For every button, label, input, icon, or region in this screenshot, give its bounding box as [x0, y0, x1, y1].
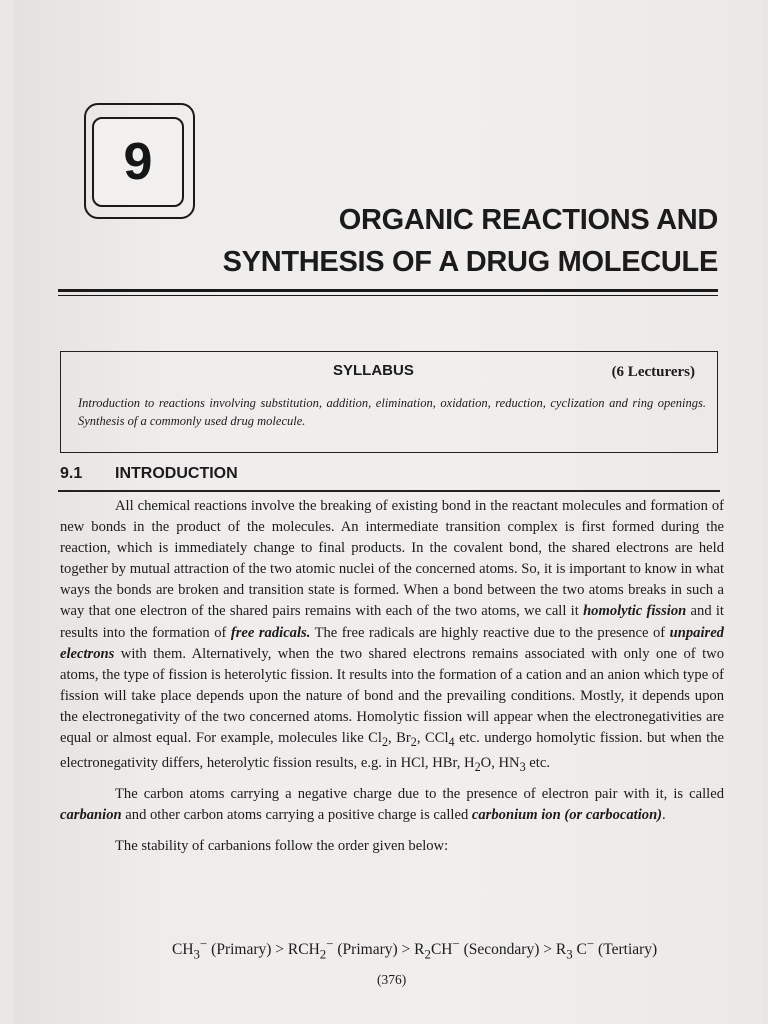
- p1-text-7: etc. undergo homolytic fission. but when the electronegativity differs, heterolytic fission results, e.g. in HCl, HBr, H: [60, 730, 725, 772]
- superscript: −: [586, 936, 595, 951]
- chapter-title-line2: SYNTHESIS OF A DRUG MOLECULE: [222, 246, 718, 278]
- p1-text-3: The free radicals are highly reactive due to the presence of: [310, 624, 670, 641]
- syllabus-box: [60, 351, 718, 453]
- order-text: C: [572, 941, 587, 959]
- subscript: 4: [448, 734, 455, 749]
- p1-text-6: , CCl: [416, 730, 449, 747]
- p2-text-2: and other carbon atoms carrying a positive charge is called: [121, 807, 472, 824]
- subscript: 3: [566, 946, 573, 962]
- order-text: (Primary) > R: [333, 941, 425, 959]
- title-rule-thick: [58, 289, 718, 292]
- subscript: 3: [519, 759, 526, 774]
- p1-text-8: O, HN: [480, 755, 520, 772]
- paragraph-carbanion: [60, 784, 724, 826]
- paragraph-stability: The stability of carbanions follow the order given below:: [115, 838, 449, 855]
- body-text: [60, 496, 724, 857]
- order-text: (Tertiary): [594, 941, 658, 959]
- chapter-title-line1: ORGANIC REACTIONS AND: [338, 204, 718, 236]
- subscript: 2: [424, 946, 431, 962]
- syllabus-text: Introduction to reactions involving substitution, addition, elimination, oxidation, reduction, cyclization and ring openings. Synthesis of a commonly used drug molecule.: [78, 396, 706, 428]
- subscript: 2: [319, 946, 327, 962]
- superscript: −: [452, 936, 460, 951]
- term-unpaired-electrons: unpaired electrons: [60, 624, 724, 662]
- superscript: −: [200, 936, 208, 951]
- subscript: 3: [193, 946, 200, 962]
- p2-text-3: .: [662, 807, 666, 824]
- syllabus-heading: SYLLABUS: [333, 362, 414, 379]
- p1-text-5: , Br: [388, 730, 411, 747]
- term-free-radicals: free radicals.: [230, 624, 311, 641]
- p1-text-9: etc.: [525, 755, 550, 772]
- p1-text-1: All chemical reactions involve the breaking of existing bond in the reactant molecules and formation of new bonds in the product of the molecules. An intermediate transition complex is first formed during the reaction, which is immediately change to final products. In the covalent bond, the shared electrons are held together by mutual attraction of the two atomic nuclei of the concerned atoms. So, it is important to know in what ways the bonds are broken and transition state is formed. When a bond between the two atoms breaks in such a way that one electron of the shared pairs remains with each of the two atoms, we call it: [60, 498, 724, 620]
- paragraph-fission: [60, 496, 724, 778]
- term-carbanion: carbanion: [60, 807, 122, 824]
- section-number: 9.1: [60, 465, 83, 482]
- subscript: 2: [410, 734, 417, 749]
- p1-text-4: with them. Alternatively, when the two shared electrons remains associated with only one of two atoms, the type of fission is heterolytic fission. It results into the formation of a cation and an anion which type of fission will take place depends upon the nature of bond and the prevailing conditions. Mostly, it depends upon the electronegativity of the two concerned atoms. Homolytic fission will appear when the electronegativities are equal or almost equal. For example, molecules like Cl: [60, 645, 724, 747]
- order-text: CH: [172, 941, 194, 959]
- p1-text-2: and it results into the formation of: [60, 603, 724, 641]
- order-text: (Primary) > RCH: [207, 941, 320, 959]
- chapter-number: 9: [92, 117, 184, 207]
- superscript: −: [326, 936, 334, 951]
- syllabus-lectures: (6 Lecturers): [611, 364, 695, 380]
- subscript: 2: [474, 759, 481, 774]
- section-title: INTRODUCTION: [115, 465, 238, 482]
- term-homolytic-fission: homolytic fission: [583, 603, 687, 620]
- page-number: (376): [377, 972, 407, 987]
- subscript: 2: [381, 734, 389, 749]
- order-text: (Secondary) > R: [459, 941, 567, 959]
- term-carbonium-ion: carbonium ion (or carbocation): [471, 807, 663, 824]
- p2-text-1: The carbon atoms carrying a negative charge due to the presence of electron pair with it, is called: [115, 786, 724, 803]
- title-rule-thin: [58, 295, 718, 296]
- order-text: CH: [430, 941, 453, 959]
- section-rule: [58, 490, 720, 492]
- carbanion-stability-order: [172, 936, 657, 962]
